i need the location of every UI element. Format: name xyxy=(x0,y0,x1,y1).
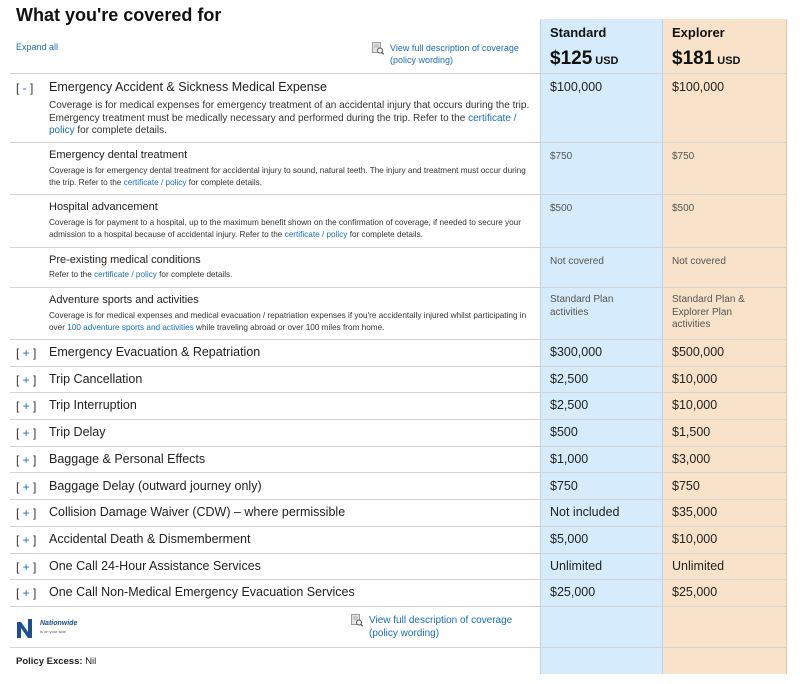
expand-toggle[interactable]: [ + ] xyxy=(16,346,37,360)
benefit-title: One Call 24-Hour Assistance Services xyxy=(49,558,261,573)
benefit-title: Trip Interruption xyxy=(49,398,137,413)
adventure-activities-link[interactable]: 100 adventure sports and activities xyxy=(67,323,194,332)
policy-excess: Policy Excess: Nil xyxy=(16,656,97,667)
standard-value: $5,000 xyxy=(550,531,589,546)
benefit-description: Coverage is for medical expenses for emergency treatment of an accidental injury that occurs during the trip. Emergency treatment must be medically necessary and performed during the trip. Refer to the certificate / policy for complete details. xyxy=(49,100,530,136)
standard-value: $1,000 xyxy=(550,451,589,466)
sub-benefit-description: Coverage is for payment to a hospital, up to the maximum benefit shown on the confirmation of coverage, if needed to secure your admission to a hospital because of accidental injury. Refer to the certificate / policy for complete details. xyxy=(49,218,521,239)
standard-value: Unlimited xyxy=(550,558,603,573)
certificate-policy-link[interactable]: certificate / policy xyxy=(284,230,348,239)
explorer-value: $25,000 xyxy=(672,585,718,600)
expand-all-link[interactable]: Expand all xyxy=(16,42,59,52)
collapse-toggle-medical[interactable]: [ - ] xyxy=(16,81,34,95)
sub-benefit-description: Refer to the certificate / policy for complete details. xyxy=(49,270,233,279)
page-title: What you're covered for xyxy=(16,5,222,25)
standard-value: $500 xyxy=(550,425,578,440)
standard-value: Standard Plan activities xyxy=(550,294,614,318)
certificate-policy-link[interactable]: certificate / policy xyxy=(49,112,517,136)
standard-value: $2,500 xyxy=(550,398,589,413)
benefit-row xyxy=(10,420,787,447)
expand-toggle[interactable]: [ + ] xyxy=(16,559,37,574)
explorer-value: $750 xyxy=(672,478,700,493)
certificate-policy-link[interactable]: certificate / policy xyxy=(123,178,187,187)
benefit-row xyxy=(10,580,787,607)
document-magnifier-icon xyxy=(351,614,363,627)
explorer-value: $500 xyxy=(672,203,695,214)
sub-benefit-description: Coverage is for medical expenses and medical evacuation / repatriation expenses if you're accidentally injured whilst participating in over 100 adventure sports and activities while traveling abroad or over 100 miles from home. xyxy=(49,311,527,332)
benefit-title: Baggage & Personal Effects xyxy=(49,451,206,466)
benefit-title: Trip Cancellation xyxy=(49,371,143,386)
benefit-title: Collision Damage Waiver (CDW) – where permissible xyxy=(49,505,346,520)
benefit-title: Accidental Death & Dismemberment xyxy=(49,531,251,546)
expand-toggle[interactable]: [ + ] xyxy=(16,479,37,494)
sub-benefit-description: Coverage is for emergency dental treatment for accidental injury to sound, natural teeth. The injury and treatment must occur during the trip. Refer to the certificate / policy for complete details. xyxy=(49,166,526,187)
explorer-value: $3,000 xyxy=(672,451,711,466)
expand-toggle[interactable]: [ + ] xyxy=(16,426,37,441)
sub-benefit-row-preexisting xyxy=(10,248,787,288)
explorer-value: $750 xyxy=(672,151,695,162)
benefit-title: Emergency Accident & Sickness Medical Expense xyxy=(49,80,327,94)
standard-value: $500 xyxy=(550,203,573,214)
footer-divider xyxy=(10,647,787,648)
sub-benefit-title: Hospital advancement xyxy=(49,201,158,213)
certificate-policy-link[interactable]: certificate / policy xyxy=(94,270,157,279)
explorer-value: $100,000 xyxy=(672,80,725,94)
benefit-row xyxy=(10,393,787,420)
standard-plan-price: $125 USD xyxy=(550,48,619,69)
benefit-title: One Call Non-Medical Emergency Evacuation Services xyxy=(49,585,355,600)
standard-value: $300,000 xyxy=(550,345,603,359)
explorer-value: $35,000 xyxy=(672,505,718,520)
view-full-description-link-bottom[interactable]: View full description of coverage (policy wording) xyxy=(369,615,513,639)
explorer-plan-price: $181 USD xyxy=(672,48,741,69)
benefit-title: Trip Delay xyxy=(49,425,106,440)
expand-toggle[interactable]: [ + ] xyxy=(16,399,37,414)
benefit-row xyxy=(10,367,787,394)
benefit-row xyxy=(10,527,787,554)
benefit-row xyxy=(10,500,787,527)
benefit-row-medical xyxy=(10,73,787,143)
standard-value: $750 xyxy=(550,478,578,493)
explorer-plan-name: Explorer xyxy=(672,25,725,40)
explorer-value: $10,000 xyxy=(672,371,718,386)
explorer-value: $500,000 xyxy=(672,345,725,359)
explorer-value: $1,500 xyxy=(672,425,711,440)
explorer-value: Standard Plan & Explorer Plan activities xyxy=(672,294,745,330)
standard-plan-name: Standard xyxy=(550,25,607,40)
benefit-title: Emergency Evacuation & Repatriation xyxy=(49,345,261,359)
standard-value: $750 xyxy=(550,151,573,162)
sub-benefit-title: Pre-existing medical conditions xyxy=(49,254,201,266)
sub-benefit-row-adventure xyxy=(10,288,787,340)
nationwide-logo: Nationwide is on your side xyxy=(16,618,90,640)
view-full-description-link-top[interactable]: View full description of coverage (policy wording) xyxy=(390,43,519,65)
expand-toggle[interactable]: [ + ] xyxy=(16,452,37,467)
explorer-value: Unlimited xyxy=(672,558,725,573)
nationwide-logo-icon xyxy=(16,618,36,640)
sub-benefit-row-hospital xyxy=(10,195,787,248)
expand-toggle[interactable]: [ + ] xyxy=(16,586,37,601)
benefit-row xyxy=(10,447,787,474)
sub-benefit-title: Adventure sports and activities xyxy=(49,294,199,306)
benefit-row xyxy=(10,340,787,367)
standard-value: $25,000 xyxy=(550,585,596,600)
benefit-title: Baggage Delay (outward journey only) xyxy=(49,478,262,493)
expand-toggle[interactable]: [ + ] xyxy=(16,372,37,387)
benefit-row xyxy=(10,474,787,501)
standard-value: $100,000 xyxy=(550,80,603,94)
standard-value: $2,500 xyxy=(550,371,589,386)
expand-toggle[interactable]: [ + ] xyxy=(16,506,37,521)
expand-toggle[interactable]: [ + ] xyxy=(16,532,37,547)
explorer-value: $10,000 xyxy=(672,398,718,413)
explorer-value: $10,000 xyxy=(672,531,718,546)
standard-value: Not covered xyxy=(550,256,604,267)
sub-benefit-row-dental xyxy=(10,143,787,195)
benefit-row xyxy=(10,554,787,581)
sub-benefit-title: Emergency dental treatment xyxy=(49,149,188,161)
standard-value: Not included xyxy=(550,505,620,520)
document-magnifier-icon xyxy=(372,42,384,55)
explorer-value: Not covered xyxy=(672,256,726,267)
